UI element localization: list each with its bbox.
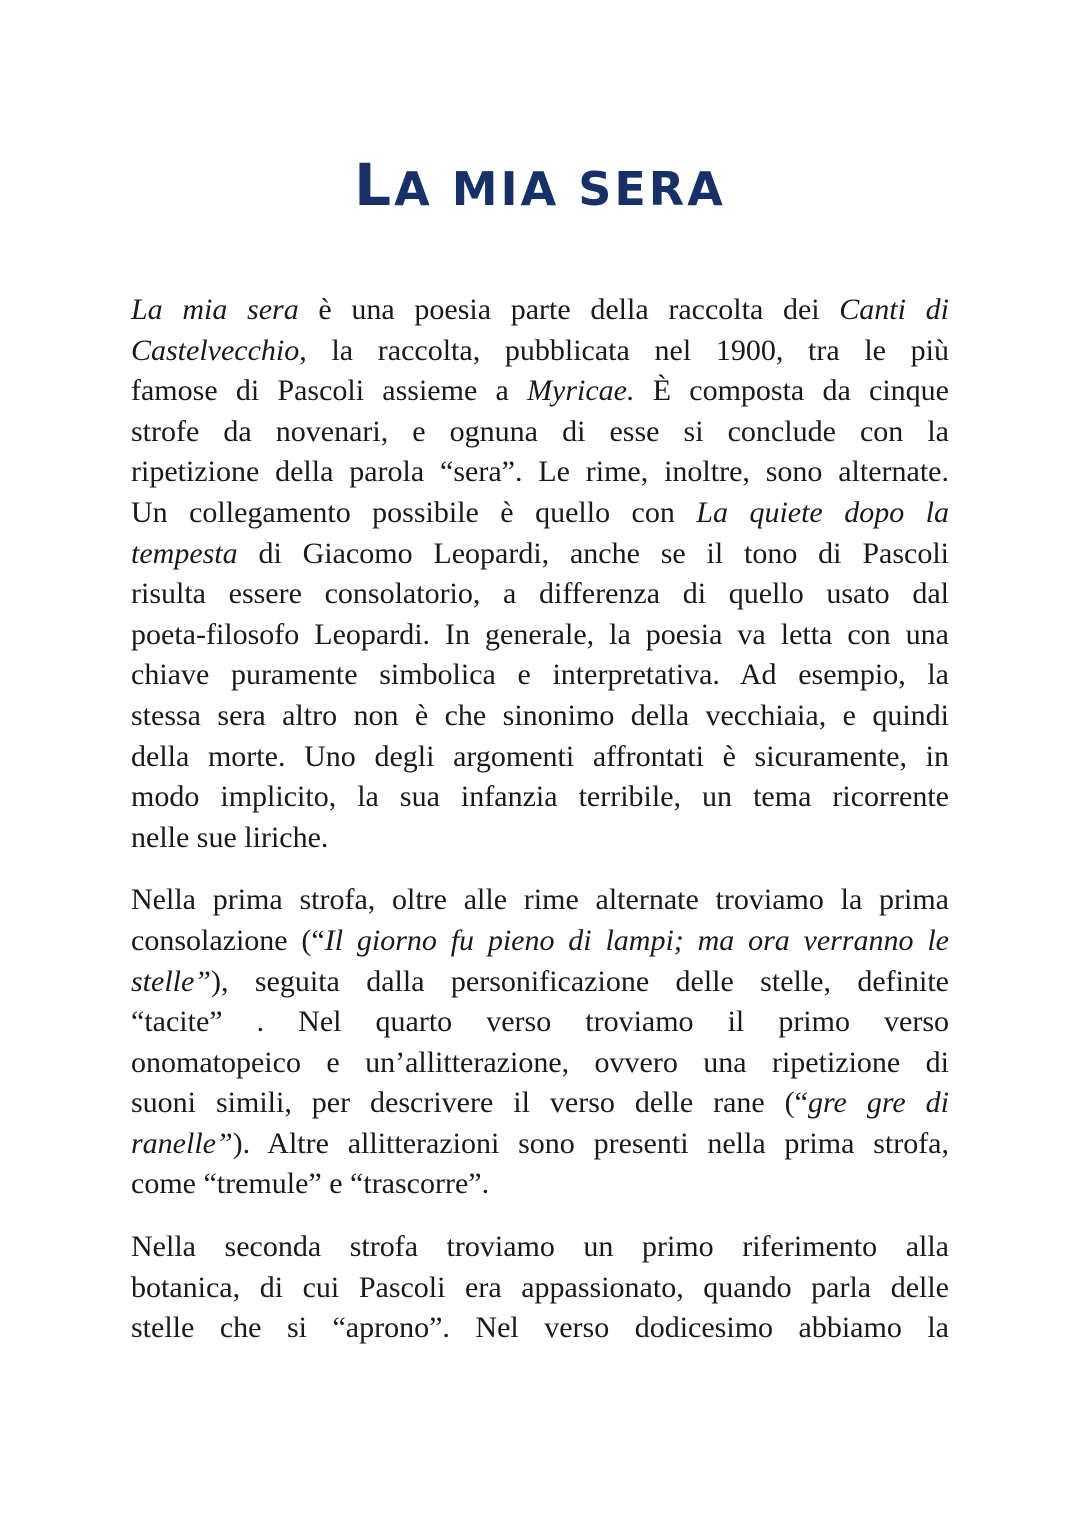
- paragraph-1: [131, 290, 949, 858]
- text-line: [131, 1043, 949, 1084]
- text-line: [131, 880, 949, 921]
- text-line: [131, 818, 949, 859]
- italic-text: Canti di: [839, 293, 949, 326]
- text-run: modo implicito, la sua infanzia terribile, un tema ricorrente: [131, 780, 949, 814]
- text-run: risulta essere consolatorio, a differenza di quello usato dal: [131, 577, 949, 611]
- text-line: [131, 534, 949, 575]
- italic-text: Castelvecchio: [131, 333, 300, 367]
- text-run: chiave puramente simbolica e interpretativa. Ad esempio, la: [131, 658, 949, 692]
- title-initial: L: [354, 151, 395, 219]
- text-run: poeta-filosofo Leopardi. In generale, la poesia va letta con una: [131, 617, 949, 651]
- page-title: [0, 150, 1080, 224]
- text-line: [131, 371, 949, 412]
- text-line: [131, 615, 949, 656]
- article-body: [131, 290, 949, 1371]
- text-run: ). Altre allitterazioni sono presenti nella prima strofa,: [232, 1126, 949, 1160]
- text-run: nelle sue liriche.: [131, 820, 329, 854]
- text-run: di Giacomo Leopardi, anche se il tono di Pascoli: [237, 536, 949, 570]
- text-line: [131, 1308, 949, 1349]
- text-run: ripetizione della parola “sera”. Le rime, inoltre, sono alternate.: [131, 455, 949, 489]
- text-line: [131, 331, 949, 372]
- text-line: [131, 1164, 949, 1205]
- italic-text: La quiete dopo la: [696, 495, 949, 529]
- text-run: Nella prima strofa, oltre alle rime alternate troviamo la prima: [131, 883, 949, 917]
- text-line: [131, 412, 949, 453]
- text-line: [131, 290, 949, 331]
- text-line: [131, 493, 949, 534]
- text-run: della morte. Uno degli argomenti affrontati è sicuramente, in: [131, 739, 949, 773]
- text-line: [131, 1002, 949, 1043]
- text-run: Nella seconda strofa troviamo un primo riferimento alla: [131, 1230, 949, 1264]
- text-run: suoni simili, per descrivere il verso delle rane (“: [131, 1086, 808, 1120]
- text-run: , la raccolta, pubblicata nel 1900, tra le più: [299, 333, 949, 367]
- text-run: botanica, di cui Pascoli era appassionato, quando parla delle: [131, 1270, 949, 1304]
- text-line: [131, 574, 949, 615]
- text-line: [131, 452, 949, 493]
- text-run: “tacite” . Nel quarto verso troviamo il primo verso: [131, 1005, 949, 1039]
- text-line: [131, 1124, 949, 1165]
- text-run: consolazione (“: [131, 923, 325, 957]
- text-line: [131, 921, 949, 962]
- text-run: È composta da cinque: [634, 374, 949, 408]
- text-run: è una poesia parte della raccolta dei: [298, 293, 840, 326]
- text-run: stelle che si “aprono”. Nel verso dodicesimo abbiamo la: [131, 1311, 949, 1345]
- paragraph-3: [131, 1227, 949, 1349]
- text-line: [131, 1227, 949, 1268]
- text-line: [131, 962, 949, 1003]
- italic-text: stelle”: [131, 964, 211, 998]
- text-run: Un collegamento possibile è quello con: [131, 495, 697, 529]
- text-run: famose di Pascoli assieme a: [131, 374, 528, 408]
- text-line: [131, 777, 949, 818]
- title-rest: A MIA SERA: [394, 162, 726, 216]
- text-run: stessa sera altro non è che sinonimo della vecchiaia, e quindi: [131, 698, 949, 732]
- text-line: [131, 737, 949, 778]
- text-run: come “tremule” e “trascorre”.: [131, 1167, 490, 1201]
- text-line: [131, 1083, 949, 1124]
- italic-text: Il giorno fu pieno di lampi; ma ora verranno le: [324, 923, 949, 957]
- italic-text: Myricae.: [527, 374, 635, 408]
- text-run: onomatopeico e un’allitterazione, ovvero una ripetizione di: [131, 1045, 949, 1079]
- italic-text: gre gre di: [807, 1086, 949, 1120]
- italic-text: tempesta: [131, 536, 238, 570]
- text-line: [131, 655, 949, 696]
- italic-text: La mia sera: [131, 293, 299, 326]
- italic-text: ranelle”: [131, 1126, 233, 1160]
- text-line: [131, 1268, 949, 1309]
- text-run: strofe da novenari, e ognuna di esse si conclude con la: [131, 414, 949, 448]
- text-line: [131, 696, 949, 737]
- text-run: ), seguita dalla personificazione delle stelle, definite: [211, 964, 949, 998]
- paragraph-2: [131, 880, 949, 1205]
